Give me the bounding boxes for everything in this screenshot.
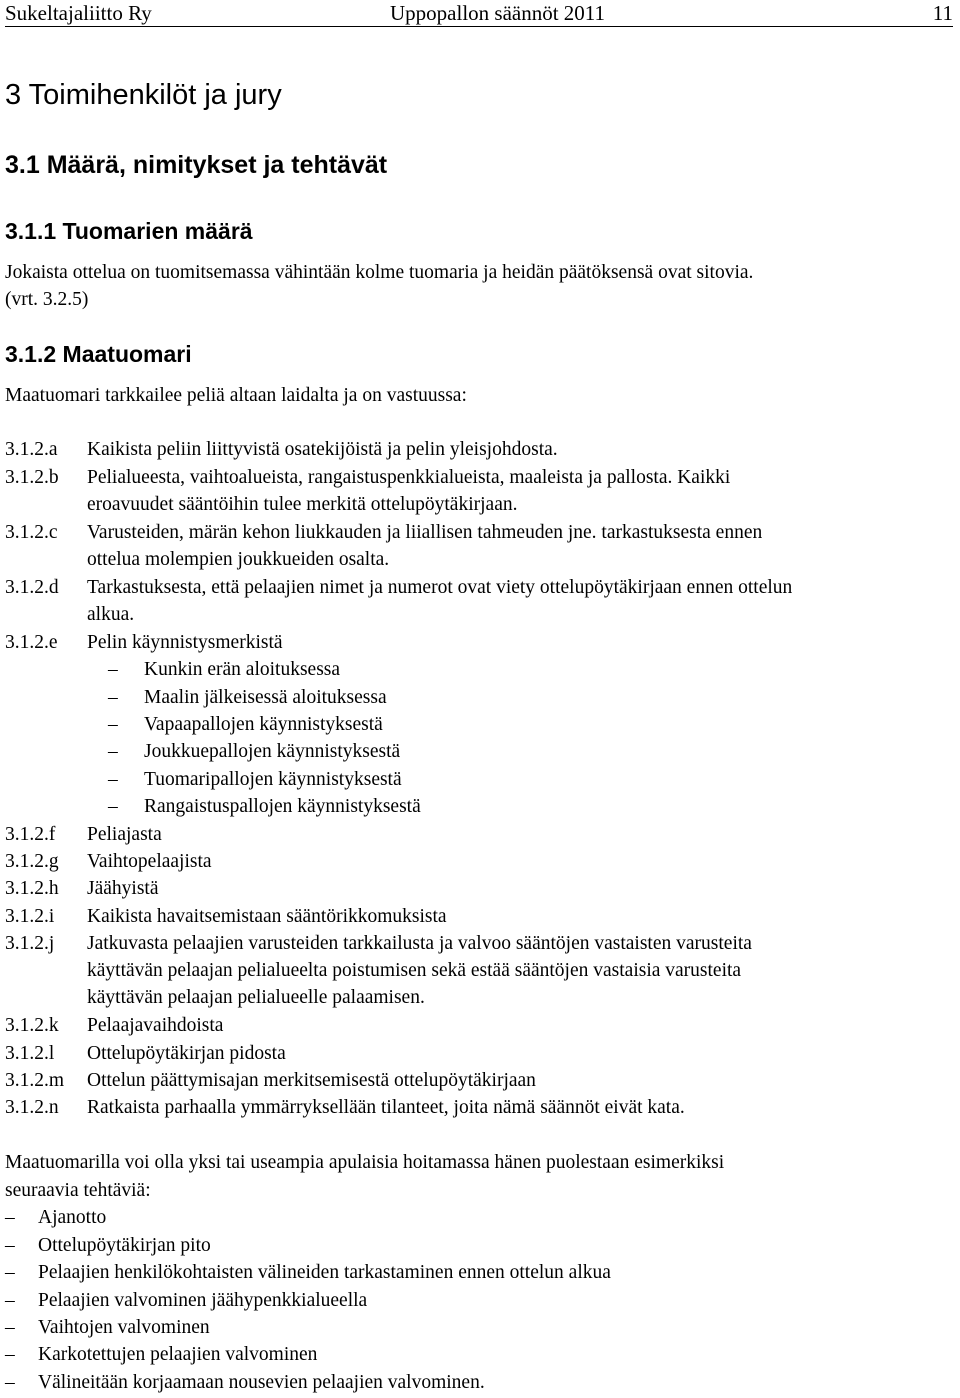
- sub-item-label: Tuomaripallojen käynnistyksestä: [144, 769, 402, 790]
- item-number: 3.1.2.h: [5, 878, 59, 899]
- item-number: 3.1.2.m: [5, 1070, 65, 1091]
- item-text: [87, 848, 955, 875]
- paragraph-line: Jokaista ottelua on tuomitsemassa vähintään kolme tuomaria ja heidän päätöksensä ovat sitovia.: [5, 262, 754, 283]
- paragraph-line: Maatuomarilla voi olla yksi tai useampia apulaisia hoitamassa hänen puolestaan esimerkiksi: [5, 1152, 725, 1173]
- item-number: 3.1.2.f: [5, 824, 56, 845]
- header-page-number: 11: [932, 1, 953, 25]
- bullet-label: Vaihtojen valvominen: [38, 1317, 210, 1338]
- item-text: [87, 574, 955, 628]
- paragraph-line: seuraavia tehtäviä:: [5, 1180, 151, 1201]
- paragraph-line: (vrt. 3.2.5): [5, 289, 89, 310]
- page-header: [5, 0, 953, 27]
- dash-bullet: –: [5, 1262, 15, 1283]
- sub-item-label: Rangaistuspallojen käynnistyksestä: [144, 796, 421, 817]
- section-heading: 3.1 Määrä, nimitykset ja tehtävät: [5, 151, 388, 179]
- sub-item-label: Kunkin erän aloituksessa: [144, 659, 341, 680]
- item-line: Vaihtopelaajista: [87, 851, 212, 872]
- item-line: Jäähyistä: [87, 878, 159, 899]
- dash-bullet: –: [108, 659, 118, 680]
- item-number: 3.1.2.a: [5, 439, 58, 460]
- subsection-heading-312: 3.1.2 Maatuomari: [5, 341, 192, 367]
- item-text: [87, 1094, 955, 1121]
- dash-bullet: –: [5, 1344, 15, 1365]
- item-line: Pelaajavaihdoista: [87, 1015, 224, 1036]
- item-number: 3.1.2.k: [5, 1015, 59, 1036]
- item-text: [87, 519, 955, 573]
- dash-bullet: –: [5, 1372, 15, 1393]
- bullet-label: Pelaajien valvominen jäähypenkkialueella: [38, 1290, 368, 1311]
- dash-bullet: –: [108, 796, 118, 817]
- item-text: [87, 464, 955, 518]
- header-organization: Sukeltajaliitto Ry: [5, 1, 152, 25]
- chapter-heading: 3 Toimihenkilöt ja jury: [5, 79, 282, 111]
- header-document-title: Uppopallon säännöt 2011: [390, 1, 606, 25]
- item-line: käyttävän pelaajan pelialueelta poistumisen sekä estää sääntöjen vastaisia varusteita: [87, 960, 742, 981]
- dash-bullet: –: [108, 714, 118, 735]
- sub-item-label: Joukkuepallojen käynnistyksestä: [144, 741, 401, 762]
- item-line: ottelua molempien joukkueiden osalta.: [87, 549, 390, 570]
- sub-item-label: Maalin jälkeisessä aloituksessa: [144, 687, 387, 708]
- subsection-heading-311: 3.1.1 Tuomarien määrä: [5, 218, 253, 244]
- paragraph-intro: Maatuomari tarkkailee peliä altaan laidalta ja on vastuussa:: [5, 385, 467, 406]
- item-line: Varusteiden, märän kehon liukkauden ja liiallisen tahmeuden jne. tarkastuksesta ennen: [87, 522, 763, 543]
- item-line: Ratkaista parhaalla ymmärryksellään tilanteet, joita nämä säännöt eivät kata.: [87, 1097, 685, 1118]
- bullet-label: Välineitään korjaamaan nousevien pelaajien valvominen.: [38, 1372, 485, 1393]
- item-number: 3.1.2.n: [5, 1097, 59, 1118]
- item-line: Peliajasta: [87, 824, 162, 845]
- item-number: 3.1.2.g: [5, 851, 59, 872]
- item-text: [87, 436, 955, 463]
- item-number: 3.1.2.d: [5, 577, 59, 598]
- bullet-label: Pelaajien henkilökohtaisten välineiden tarkastaminen ennen ottelun alkua: [38, 1262, 611, 1283]
- item-text: [87, 903, 955, 930]
- item-text: [87, 875, 955, 902]
- dash-bullet: –: [108, 769, 118, 790]
- item-line: Ottelun päättymisajan merkitsemisestä ottelupöytäkirjaan: [87, 1070, 536, 1091]
- item-number: 3.1.2.e: [5, 632, 58, 653]
- item-line: alkua.: [87, 604, 135, 625]
- item-number: 3.1.2.b: [5, 467, 59, 488]
- item-text: [87, 821, 955, 848]
- bullet-label: Ottelupöytäkirjan pito: [38, 1235, 211, 1256]
- dash-bullet: –: [108, 687, 118, 708]
- item-text: [87, 1012, 955, 1039]
- bullet-label: Ajanotto: [38, 1207, 107, 1228]
- bullet-label: Karkotettujen pelaajien valvominen: [38, 1344, 318, 1365]
- item-text: [87, 930, 955, 1011]
- item-number: 3.1.2.j: [5, 933, 55, 954]
- dash-bullet: –: [5, 1207, 15, 1228]
- item-line: käyttävän pelaajan pelialueelle palaamisen.: [87, 987, 425, 1008]
- item-text: [87, 629, 955, 656]
- sub-item-label: Vapaapallojen käynnistyksestä: [144, 714, 383, 735]
- item-line: eroavuudet sääntöihin tulee merkitä ottelupöytäkirjaan.: [87, 494, 518, 515]
- item-line: Kaikista peliin liittyvistä osatekijöistä ja pelin yleisjohdosta.: [87, 439, 558, 460]
- item-line: Kaikista havaitsemistaan sääntörikkomuksista: [87, 906, 447, 927]
- item-line: Jatkuvasta pelaajien varusteiden tarkkailusta ja valvoo sääntöjen vastaisten varusteita: [87, 933, 752, 954]
- dash-bullet: –: [5, 1317, 15, 1338]
- item-line: Pelin käynnistysmerkistä: [87, 632, 283, 653]
- item-line: Ottelupöytäkirjan pidosta: [87, 1043, 286, 1064]
- item-line: Pelialueesta, vaihtoalueista, rangaistuspenkkialueista, maaleista ja pallosta. Kaikki: [87, 467, 731, 488]
- item-line: Tarkastuksesta, että pelaajien nimet ja numerot ovat viety ottelupöytäkirjaan ennen ottelun: [87, 577, 793, 598]
- dash-bullet: –: [5, 1235, 15, 1256]
- item-text: [87, 1040, 955, 1067]
- dash-bullet: –: [108, 741, 118, 762]
- item-number: 3.1.2.i: [5, 906, 55, 927]
- item-text: [87, 1067, 955, 1094]
- dash-bullet: –: [5, 1290, 15, 1311]
- item-number: 3.1.2.c: [5, 522, 58, 543]
- item-number: 3.1.2.l: [5, 1043, 55, 1064]
